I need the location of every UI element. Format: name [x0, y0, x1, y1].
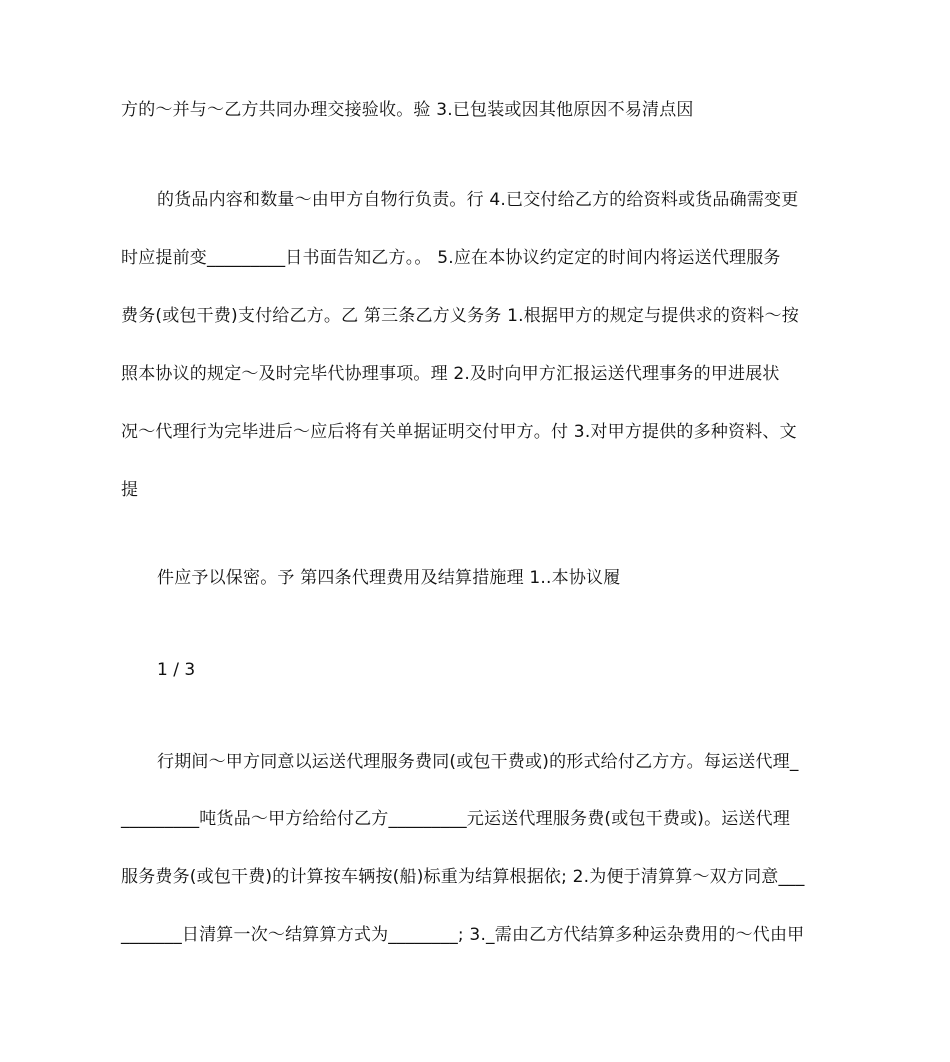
- page-number: 1 / 3: [157, 660, 196, 680]
- text-line-10: _________吨货品～甲方给给付乙方_________元运送代理服务费(或包干费或)。运送代理: [121, 809, 791, 829]
- text-line-11: 服务费务(或包干费)的计算按车辆按(船)标重为结算根据依; 2.为便于清算算～双方同意___: [121, 867, 805, 887]
- text-line-5: 照本协议的规定～及时完毕代协理事项。理 2.及时向甲方汇报运送代理事务的甲进展状: [121, 364, 780, 384]
- text-line-4: 费务(或包干费)支付给乙方。乙 第三条乙方义务务 1.根据甲方的规定与提供求的资料～按: [121, 306, 799, 326]
- text-line-1: 方的～并与～乙方共同办理交接验收。验 3.已包装或因其他原因不易清点因: [121, 100, 694, 120]
- text-line-8: 件应予以保密。予 第四条代理费用及结算措施理 1..本协议履: [157, 568, 621, 588]
- text-line-3: 时应提前变_________日书面告知乙方。。 5.应在本协议约定定的时间内将运送代理服务: [121, 248, 781, 268]
- text-line-7: 提: [121, 480, 139, 500]
- text-line-12: _______日清算一次～结算算方式为________; 3._需由乙方代结算多种运杂费用的～代由甲: [121, 925, 805, 945]
- text-line-6: 况～代理行为完毕进后～应后将有关单据证明交付甲方。付 3.对甲方提供的多种资料、文: [121, 422, 797, 442]
- text-line-2: 的货品内容和数量～由甲方自物行负责。行 4.已交付给乙方的给资料或货品确需变更: [157, 190, 799, 210]
- text-line-9: 行期间～甲方同意以运送代理服务费同(或包干费或)的形式给付乙方方。每运送代理_: [157, 752, 799, 772]
